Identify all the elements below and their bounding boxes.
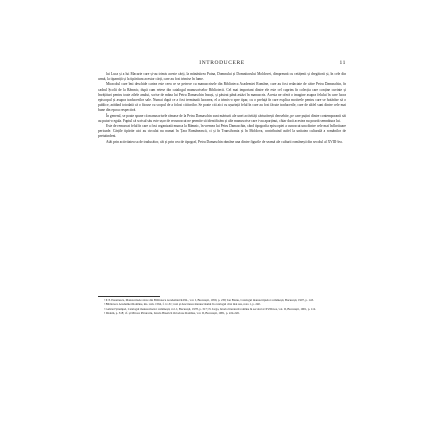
- paragraph: lui Luca și a lui Macarie care și-au trimis aceste cărți, la mănăstirea Putna, Domnului și Domnitorului Moldovei, dimpreună cu cetățenii și dregătorii și, în cele din urmă, la tiparniță și la tipăritura acestor cărți, care au fost trimise în lume.: [98, 72, 346, 82]
- page-number: 11: [339, 60, 346, 66]
- running-title: INTRODUCERE: [199, 60, 245, 66]
- footnote: ² Biblioteca Academiei Române, ms. rom. 1564, f. 1r-3v; vezi și descrierea manuscrisului în catalogul citat mai sus, nota 1, p. 240.: [104, 302, 261, 307]
- footnotes: [98, 298, 346, 374]
- page-header: [98, 60, 346, 70]
- footnote: ⁴ Ibidem, p. 318; cf. și Mircea Păcurariu, Istoria Bisericii Ortodoxe Române, vol. II, București, 1981, p. 224-226.: [104, 311, 240, 316]
- footnote: ¹ P. P. Panaitescu, Manuscrisele slave din Biblioteca Academiei R.P.R., vol. I, București, 1959, p. 239; Ion Bianu, Catalogul manuscriptelor românești, București, 1907, p. 143.: [104, 298, 314, 302]
- paragraph: Atât prin activitatea sa de traducător, cât și prin cea de tipograf, Petru Damaschin rămâne una dintre figurile de seamă ale culturii românești din secolul al XVIII-lea.: [106, 139, 343, 144]
- footnote-divider: [98, 296, 160, 297]
- paragraph: Este de remarcat felul în care a fost organizată munca la Râmnic, în vremea lui Petru Damaschin, când tipografia episcopiei a cunoscut una dintre cele mai înfloritoare perioade. Cărțile tipărite aici au circulat nu numai în Țara Românească, ci și în Transilvania și în Moldova, contribuind astfel la unitatea culturală a românilor de pretutindeni.: [98, 124, 346, 139]
- paragraph: Miracolul care îmi deschide cartea este ceea ce se petrece cu manuscrisele din Biblioteca Academiei Române, care au fost redactate de către Petru Damaschin, în cadrul Școlii de la Râmnic, după cum reiese din catalogul manuscriselor Bibliotecii. Cel mai important dintre ele este cel cuprins în colecția care conține cuvinte și învățături pentru toate zilele anului, scrise de mâna lui Petru Damaschin însuși, și păstrat până astăzi în manuscris. Acesta ne oferă o imagine asupra felului în care lucra episcopul și asupra traducerilor sale. Numai după ce a fost terminată lucrarea, el a trimis-o spre tipar, cu o prefață în care explica motivele pentru care se hotărâse să o publice, arătând totodată că o făcuse cu scopul de a folosi cititorilor. Se poate citi aici cu ușurință felul în care au fost făcute traducerile, care de altfel sunt dintre cele mai bune din epoca respectivă.: [98, 82, 346, 113]
- footnote: ³ Gabriel Ștrempel, Catalogul manuscriselor românești, vol. I, București, 1978, p. 317; N. Iorga, Istoria literaturii române în secolul al XVIII-lea, vol. II, București, 1901, p. 112.: [104, 306, 317, 311]
- paragraph: În general, se poate spune că manuscrisele rămase de la Petru Damaschin sunt mărturii ale unei activități cărturărești deosebite, pe care puțini dintre contemporanii săi au putut-o egala. Faptul că scrisul său este ușor de recunoscut ne permite să identificăm și alte manuscrise care i-au aparținut, chiar dacă acestea nu poartă semnătura lui.: [98, 113, 346, 123]
